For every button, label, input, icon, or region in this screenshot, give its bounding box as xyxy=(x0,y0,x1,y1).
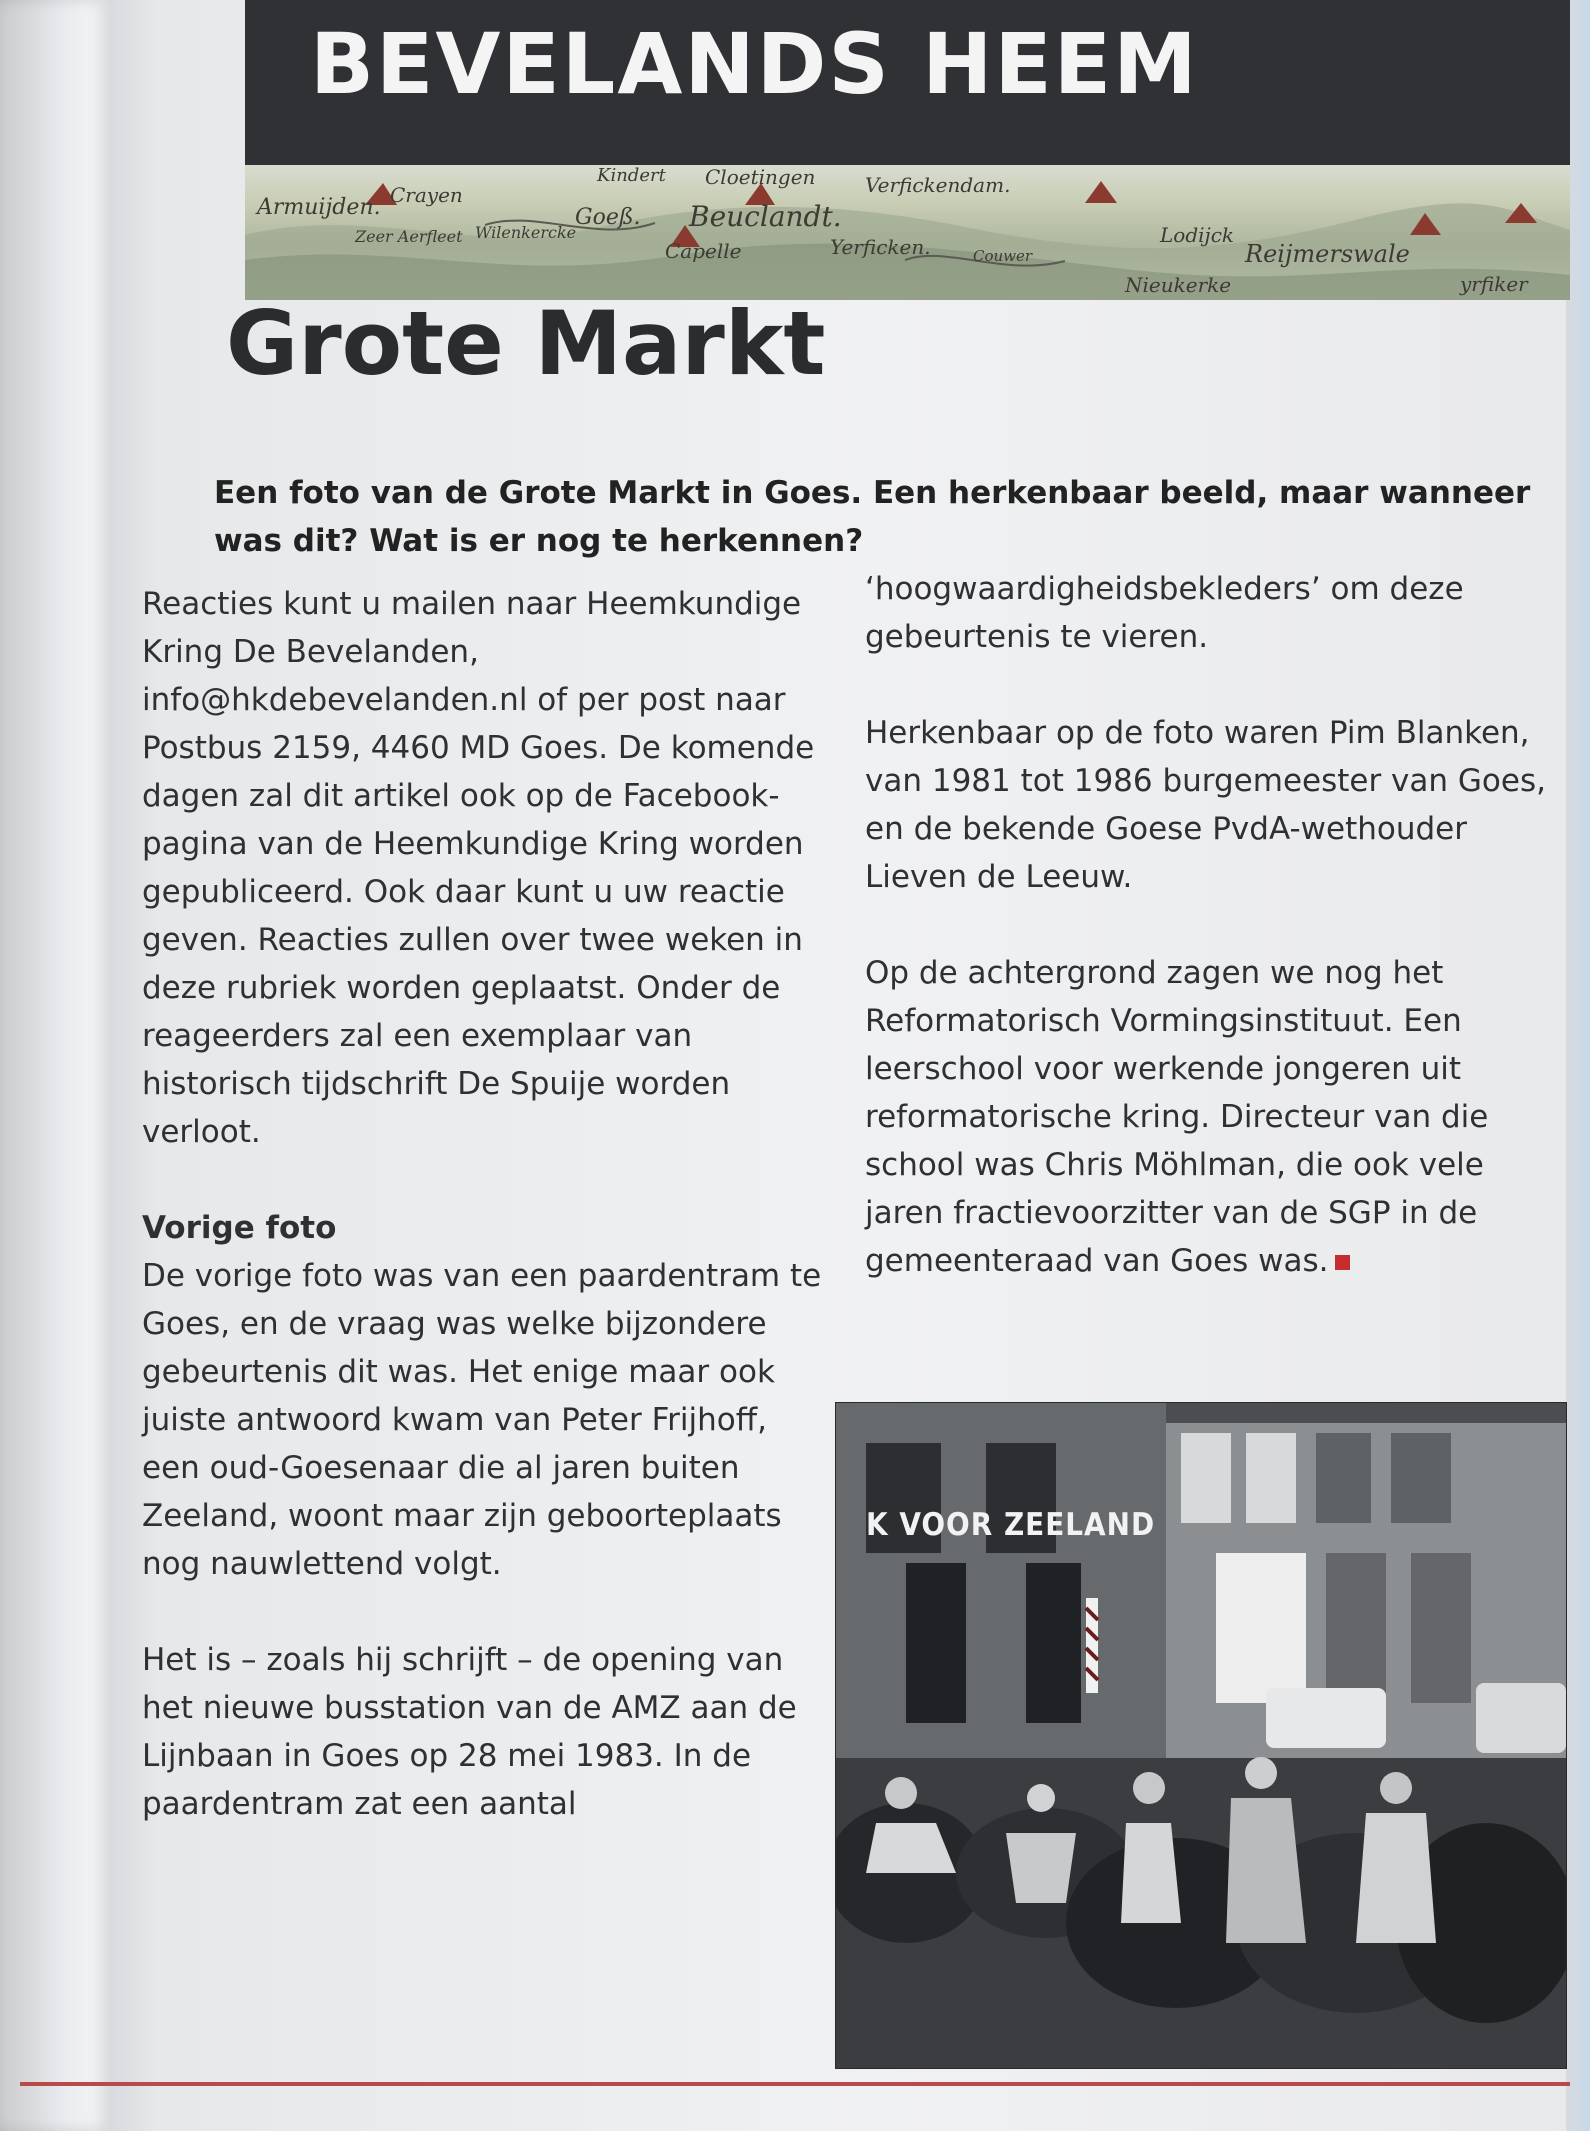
photo-scene xyxy=(836,1403,1566,2068)
left-paragraph-1: Reacties kunt u mailen naar Heemkundige Kring De Bevelanden, info@hkdebevelanden.nl of per post naar Postbus 2159, 4460 MD Goes. De komende dagen zal dit artikel ook op de Facebook-pagina van de Heemkundige Kring worden gepubliceerd. Ook daar kunt u uw reactie geven. Reacties zullen over twee weken in deze rubriek worden geplaatst. Onder de reageerders zal een exemplaar van historisch tijdschrift De Spuije worden verloot. xyxy=(142,586,815,1150)
bottom-rule xyxy=(20,2082,1570,2086)
map-label: Couwer xyxy=(973,247,1033,265)
map-label: yrfiker xyxy=(1460,272,1528,296)
map-label: Cloetingen xyxy=(705,165,816,189)
right-paragraph-1: ‘hoogwaardigheidsbekleders’ om deze gebeurtenis te vieren. xyxy=(865,571,1464,655)
paragraph-gap xyxy=(142,1588,834,1636)
page-edge xyxy=(1566,0,1590,2131)
subheading-vorige-foto: Vorige foto xyxy=(142,1210,337,1246)
masthead-title: BEVELANDS HEEM xyxy=(310,15,1199,113)
historic-map-banner xyxy=(245,165,1570,300)
map-label: Yerficken. xyxy=(830,235,931,259)
left-paragraph-3: Het is – zoals hij schrijft – de opening van het nieuwe busstation van de AMZ aan de Lijnbaan in Goes op 28 mei 1983. In de paardentram zat een aantal xyxy=(142,1642,797,1822)
map-label: Capelle xyxy=(665,239,742,263)
left-paragraph-2: De vorige foto was van een paardentram te Goes, en de vraag was welke bijzondere gebeurtenis dit was. Het enige maar ook juiste antwoord kwam van Peter Frijhoff, een oud-Goesenaar die al jaren buiten Zeeland, woont maar zijn geboorteplaats nog nauwlettend volgt. xyxy=(142,1258,822,1582)
article-right-column xyxy=(865,565,1565,1285)
map-label: Verfickendam. xyxy=(865,173,1011,197)
map-label: Zeer Aerfleet xyxy=(355,227,463,246)
paragraph-gap xyxy=(865,661,1565,709)
article-title: Grote Markt xyxy=(226,292,826,395)
map-label: Reijmerswale xyxy=(1245,240,1410,268)
paragraph-gap xyxy=(865,901,1565,949)
map-label: Armuijden. xyxy=(257,195,381,220)
right-paragraph-3 xyxy=(865,949,1565,1285)
historic-photo-grote-markt xyxy=(835,1402,1567,2069)
right-paragraph-3-text: Op de achtergrond zagen we nog het Reformatorisch Vormingsinstituut. Een leerschool voor werkende jongeren uit reformatorische kring. Directeur van die school was Chris Möhlman, die ook vele jaren fractievoorzitter van de SGP in de gemeenteraad van Goes was. xyxy=(865,955,1489,1279)
map-label: Goeß. xyxy=(575,205,641,230)
map-label: Kindert xyxy=(597,165,666,186)
photo-sign-text: K VOOR ZEELAND xyxy=(866,1507,1156,1543)
map-label: Crayen xyxy=(390,183,463,207)
map-label: Wilenkercke xyxy=(475,223,577,242)
right-paragraph-2: Herkenbaar op de foto waren Pim Blanken, van 1981 tot 1986 burgemeester van Goes, en de bekende Goese PvdA-wethouder Lieven de Leeuw. xyxy=(865,715,1546,895)
map-label: Beuclandt. xyxy=(689,200,842,233)
page-fold-shadow xyxy=(0,0,110,2131)
map-label: Nieukerke xyxy=(1125,273,1232,297)
paragraph-gap xyxy=(142,1156,834,1204)
article-left-column xyxy=(142,580,834,1828)
article-lead: Een foto van de Grote Markt in Goes. Een herkenbaar beeld, maar wanneer was dit? Wat is er nog te herkennen? xyxy=(214,475,1531,559)
article-end-mark xyxy=(1335,1255,1350,1270)
map-label: Lodijck xyxy=(1160,223,1235,247)
